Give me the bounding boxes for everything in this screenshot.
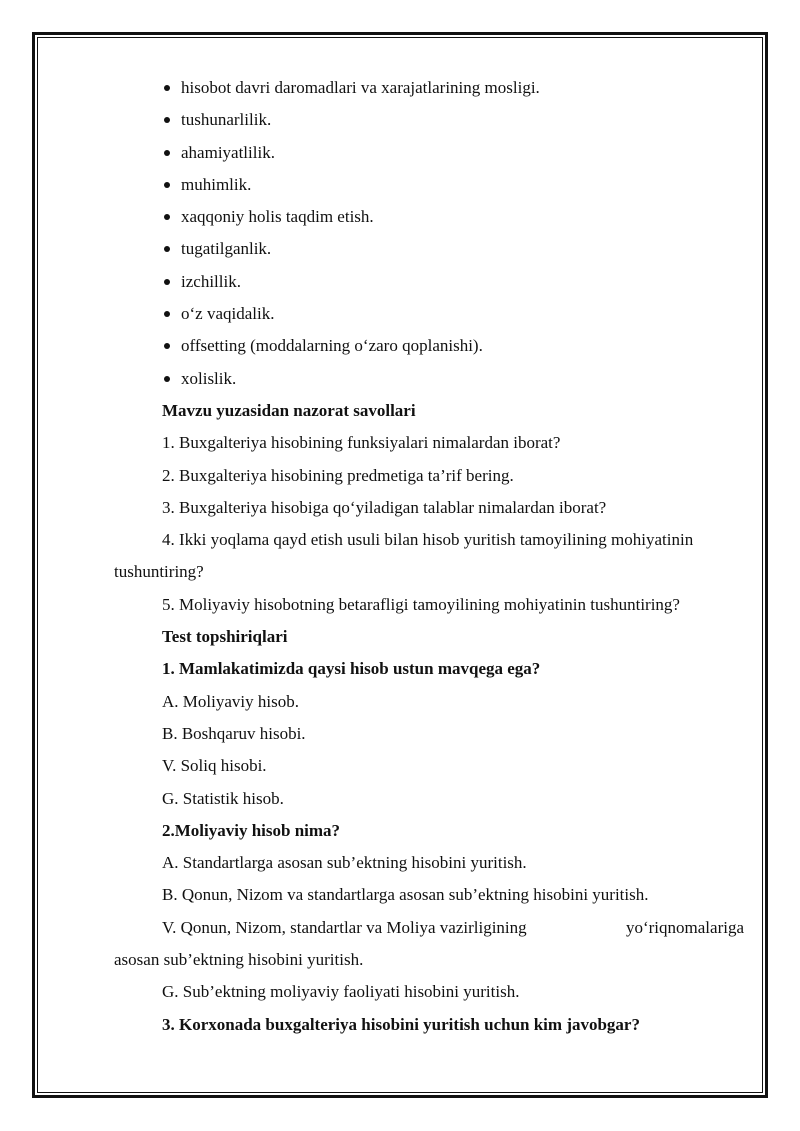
list-item: tushunarlilik. [114,104,744,136]
bullet-icon [164,279,170,285]
control-question: 3. Buxgalteriya hisobiga qo‘yiladigan talablar nimalardan iborat? [162,497,607,517]
list-item: o‘z vaqidalik. [114,298,744,330]
test-option: B. Boshqaruv hisobi. [162,723,306,743]
test-option: G. Statistik hisob. [162,788,284,808]
control-question: 4. Ikki yoqlama qayd etish usuli bilan hisob yuritish tamoyilining mohiyatinin [162,530,694,550]
test-option-continuation: asosan sub’ektning hisobini yuritish. [114,950,364,970]
test-option: G. Sub’ektning moliyaviy faoliyati hisobini yuritish. [162,982,520,1002]
test-question: 2.Moliyaviy hisob nima? [162,820,341,840]
test-tasks-heading: Test topshiriqlari [162,627,288,647]
bullet-icon [164,85,170,91]
list-item: offsetting (moddalarning o‘zaro qoplanishi). [114,330,744,362]
bullet-icon [164,343,170,349]
bullet-icon [164,117,170,123]
list-item: tugatilganlik. [114,233,744,265]
list-item: muhimlik. [114,169,744,201]
bullet-icon [164,182,170,188]
test-question: 1. Mamlakatimizda qaysi hisob ustun mavqega ega? [162,659,541,679]
control-question: 2. Buxgalteriya hisobining predmetiga ta’rif bering. [162,465,514,485]
list-item: xolislik. [114,363,744,395]
test-option: A. Moliyaviy hisob. [162,691,299,711]
list-item: izchillik. [114,266,744,298]
control-question: 5. Moliyaviy hisobotning betarafligi tamoyilining mohiyatinin tushuntiring? [162,594,680,614]
test-question: 3. Korxonada buxgalteriya hisobini yuritish uchun kim javobgar? [162,1014,640,1034]
control-questions-heading: Mavzu yuzasidan nazorat savollari [162,400,416,420]
bullet-icon [164,311,170,317]
bullet-icon [164,150,170,156]
bullet-icon [164,376,170,382]
bullet-icon [164,214,170,220]
list-item: hisobot davri daromadlari va xarajatlarining mosligi. [114,72,744,104]
bullet-icon [164,246,170,252]
test-option: A. Standartlarga asosan sub’ektning hisobini yuritish. [162,853,527,873]
test-option: V. Qonun, Nizom, standartlar va Moliya vazirligining yo‘riqnomalariga [162,917,744,937]
control-question-continuation: tushuntiring? [114,562,204,582]
document-body [114,72,744,1041]
list-item: xaqqoniy holis taqdim etish. [114,201,744,233]
list-item: ahamiyatlilik. [114,137,744,169]
test-option: V. Soliq hisobi. [162,756,267,776]
test-option: B. Qonun, Nizom va standartlarga asosan sub’ektning hisobini yuritish. [162,885,649,905]
control-question: 1. Buxgalteriya hisobining funksiyalari nimalardan iborat? [162,433,561,453]
